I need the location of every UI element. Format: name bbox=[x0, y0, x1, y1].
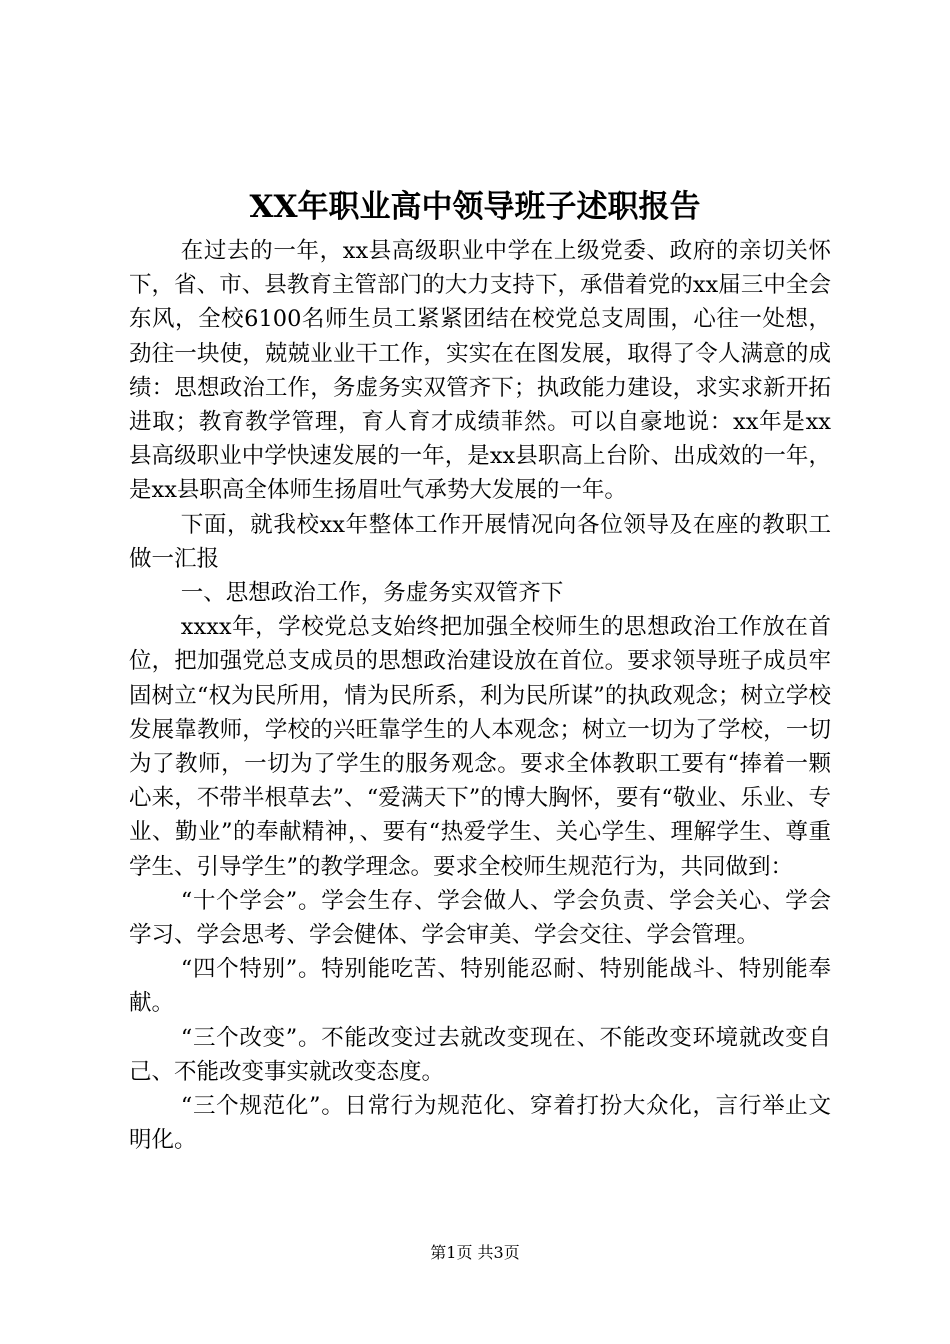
paragraph-four-special: “四个特别”。特别能吃苦、特别能忍耐、特别能战斗、特别能奉献。 bbox=[129, 956, 831, 1017]
document-body bbox=[129, 234, 831, 1157]
paragraph-political-work: xxxx年，学校党总支始终把加强全校师生的思想政治工作放在首位，把加强党总支成员的思想政治建设放在首位。要求领导班子成员牢固树立“权为民所用，情为民所系，利为民所谋”的执政观念；树立学校发展靠教师，学校的兴旺靠学生的人本观念；树立一切为了学校，一切为了教师，一切为了学生的服务观念。要求全体教职工要有“捧着一颗心来，不带半根草去”、“爱满天下”的博大胸怀，要有“敬业、乐业、专业、勤业”的奉献精神，、要有“热爱学生、关心学生、理解学生、尊重学生、引导学生”的教学理念。要求全校师生规范行为，共同做到： bbox=[129, 614, 831, 880]
paragraph-ten-learn: “十个学会”。学会生存、学会做人、学会负责、学会关心、学会学习、学会思考、学会健体、学会审美、学会交往、学会管理。 bbox=[129, 887, 831, 949]
paragraph-report-intro: 下面，就我校xx年整体工作开展情况向各位领导及在座的教职工做一汇报 bbox=[129, 511, 831, 572]
page-number: 第1页 bbox=[430, 1243, 473, 1262]
document-title: XX年职业高中领导班子述职报告 bbox=[249, 189, 701, 225]
section-heading-1: 一、思想政治工作，务虚务实双管齐下 bbox=[180, 580, 564, 607]
paragraph-intro: 在过去的一年，xx县高级职业中学在上级党委、政府的亲切关怀下，省、市、县教育主管部门的大力支持下，承借着党的xx届三中全会东风，全校6100名师生员工紧紧团结在校党总支周围，心往一处想，劲往一块使，兢兢业业干工作，实实在在图发展，取得了令人满意的成绩：思想政治工作，务虚务实双管齐下；执政能力建设，求实求新开拓进取；教育教学管理，育人育才成绩菲然。可以自豪地说：xx年是xx县高级职业中学快速发展的一年，是xx县职高上台阶、出成效的一年，是xx县职高全体师生扬眉吐气承势大发展的一年。 bbox=[129, 238, 831, 504]
page-total: 共3页 bbox=[477, 1243, 520, 1262]
paragraph-three-change: “三个改变”。不能改变过去就改变现在、不能改变环境就改变自己、不能改变事实就改变态度。 bbox=[129, 1024, 831, 1085]
page-footer bbox=[0, 1241, 950, 1265]
paragraph-three-standard: “三个规范化”。日常行为规范化、穿着打扮大众化，言行举止文明化。 bbox=[129, 1093, 831, 1154]
